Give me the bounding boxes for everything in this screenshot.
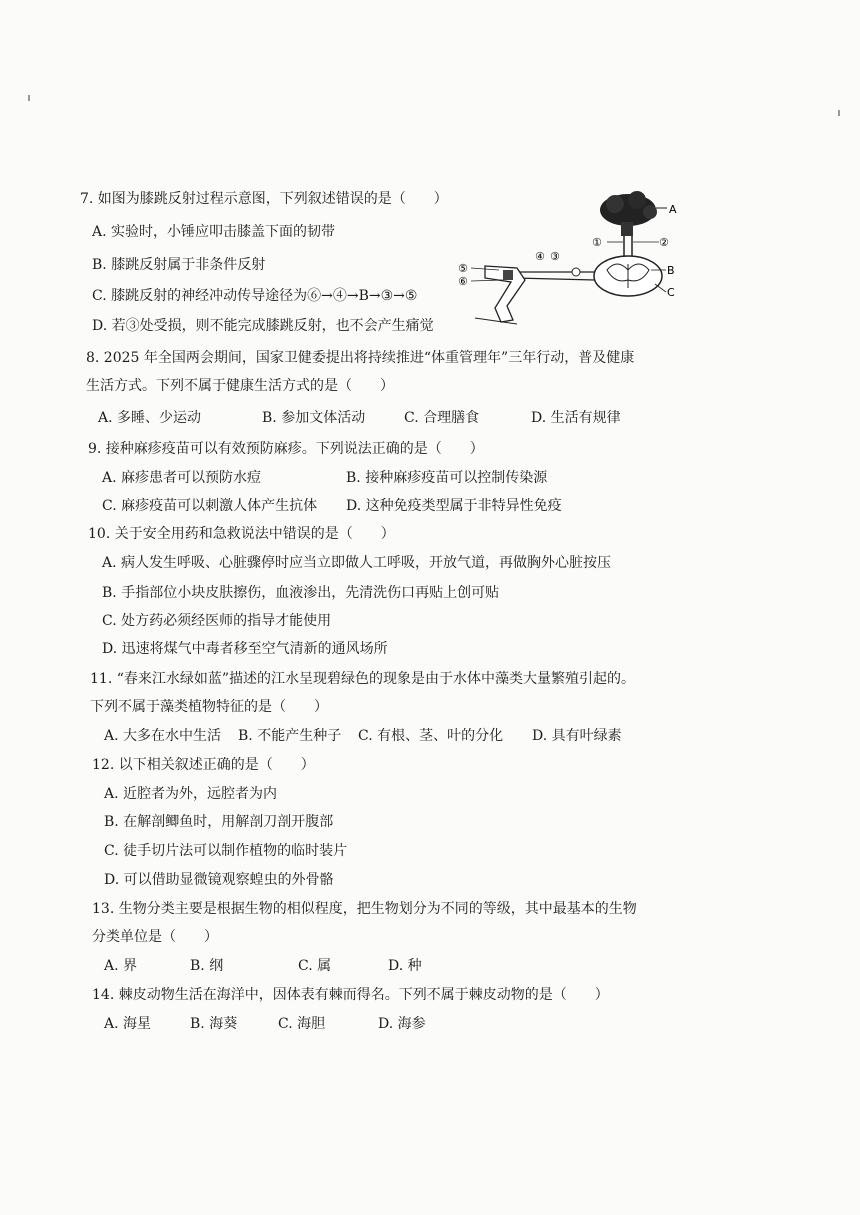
q9-option-a: A. 麻疹患者可以预防水痘 — [102, 470, 262, 486]
scan-mark — [838, 110, 840, 116]
label-4: ④ — [535, 250, 545, 263]
q13-option-a: A. 界 — [104, 958, 138, 974]
label-5: ⑤ — [458, 262, 468, 275]
q12-option-a: A. 近腔者为外，远腔者为内 — [104, 786, 278, 802]
q9-option-c: C. 麻疹疫苗可以刺激人体产生抗体 — [102, 498, 318, 514]
q7-option-b: B. 膝跳反射属于非条件反射 — [92, 257, 266, 273]
label-B: B — [667, 264, 675, 277]
q14-option-b: B. 海葵 — [190, 1016, 238, 1032]
q8-option-a: A. 多睡、少运动 — [98, 410, 202, 426]
q10-option-a: A. 病人发生呼吸、心脏骤停时应当立即做人工呼吸，开放气道，再做胸外心脏按压 — [102, 555, 612, 571]
q9-stem: 9. 接种麻疹疫苗可以有效预防麻疹。下列说法正确的是（ ） — [88, 441, 484, 457]
q12-stem: 12. 以下相关叙述正确的是（ ） — [92, 757, 315, 773]
q9-option-d: D. 这种免疫类型属于非特异性免疫 — [346, 498, 562, 514]
q7-option-c: C. 膝跳反射的神经冲动传导途径为⑥→④→B→③→⑤ — [92, 288, 418, 304]
q13-option-b: B. 纲 — [190, 958, 224, 974]
q12-option-c: C. 徒手切片法可以制作植物的临时装片 — [104, 843, 348, 859]
q10-option-d: D. 迅速将煤气中毒者移至空气清新的通风场所 — [102, 641, 388, 657]
q8-stem-line1: 8. 2025 年全国两会期间，国家卫健委提出将持续推进“体重管理年”三年行动，普及健康 — [86, 350, 635, 366]
label-A: A — [669, 203, 677, 216]
q11-option-a: A. 大多在水中生活 — [104, 728, 222, 744]
q7-option-d: D. 若③处受损，则不能完成膝跳反射，也不会产生痛觉 — [92, 318, 434, 334]
q8-stem-line2: 生活方式。下列不属于健康生活方式的是（ ） — [86, 378, 394, 394]
scan-mark — [28, 95, 30, 101]
q14-stem: 14. 棘皮动物生活在海洋中，因体表有棘而得名。下列不属于棘皮动物的是（ ） — [92, 987, 609, 1003]
q11-option-b: B. 不能产生种子 — [238, 728, 342, 744]
brain-shape — [600, 191, 657, 236]
q10-stem: 10. 关于安全用药和急救说法中错误的是（ ） — [88, 526, 395, 542]
q7-stem: 7. 如图为膝跳反射过程示意图，下列叙述错误的是（ ） — [80, 191, 448, 207]
label-6: ⑥ — [458, 275, 468, 288]
q14-option-a: A. 海星 — [104, 1016, 152, 1032]
q10-option-c: C. 处方药必须经医师的指导才能使用 — [102, 613, 332, 629]
q11-stem-line1: 11. “春来江水绿如蓝”描述的江水呈现碧绿色的现象是由于水体中藻类大量繁殖引起的。 — [90, 671, 636, 687]
q11-option-c: C. 有根、茎、叶的分化 — [358, 728, 504, 744]
q8-option-c: C. 合理膳食 — [404, 410, 480, 426]
q11-option-d: D. 具有叶绿素 — [532, 728, 622, 744]
label-2: ② — [659, 236, 669, 249]
q12-option-d: D. 可以借助显微镜观察蝗虫的外骨骼 — [104, 872, 334, 888]
q13-stem-line2: 分类单位是（ ） — [92, 929, 218, 945]
q13-stem-line1: 13. 生物分类主要是根据生物的相似程度，把生物划分为不同的等级，其中最基本的生物 — [92, 901, 637, 917]
knee-reflex-diagram — [455, 188, 685, 328]
q13-option-c: C. 属 — [298, 958, 332, 974]
q11-stem-line2: 下列不属于藻类植物特征的是（ ） — [90, 699, 328, 715]
q7-option-a: A. 实验时，小锤应叩击膝盖下面的韧带 — [92, 224, 336, 240]
q8-option-d: D. 生活有规律 — [531, 410, 621, 426]
q8-option-b: B. 参加文体活动 — [262, 410, 366, 426]
q14-option-d: D. 海参 — [378, 1016, 426, 1032]
q14-option-c: C. 海胆 — [278, 1016, 326, 1032]
q10-option-b: B. 手指部位小块皮肤擦伤，血液渗出，先清洗伤口再贴上创可贴 — [102, 585, 500, 601]
q13-option-d: D. 种 — [388, 958, 422, 974]
q12-option-b: B. 在解剖鲫鱼时，用解剖刀剖开腹部 — [104, 814, 334, 830]
label-3: ③ — [550, 250, 560, 263]
label-1: ① — [592, 236, 602, 249]
q9-option-b: B. 接种麻疹疫苗可以控制传染源 — [346, 470, 548, 486]
leg-drawing — [475, 266, 525, 324]
label-C: C — [667, 286, 675, 299]
spinal-cord-section — [594, 256, 662, 296]
